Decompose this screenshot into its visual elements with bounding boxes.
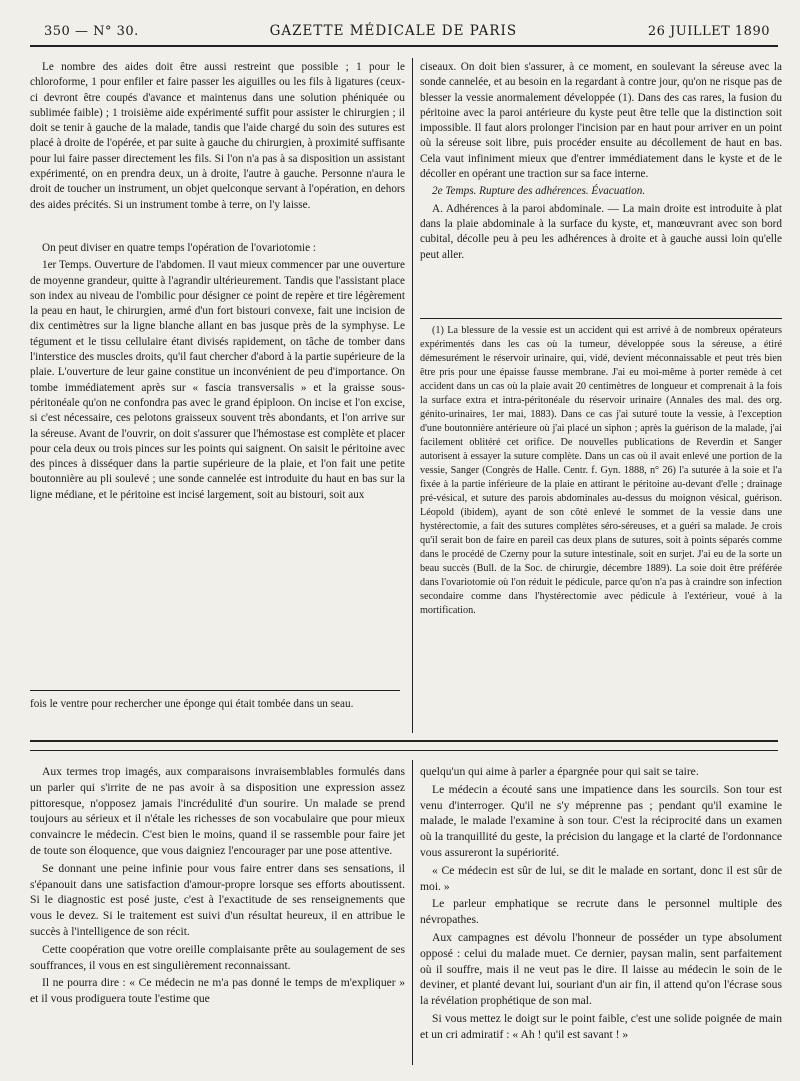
campagnes-paragraph: Aux campagnes est dévolu l'honneur de posséder un type absolument opposé : celui du malade muet. Ce dernier, paysan malin, sent parfaitement où il souffre, mais il ne veut pas le dire. Il laisse au médecin le soin de le deviner, et planté devant lui, souriant d'un air fin, il attend qu'on l'écrase sous la révélation prophétique de son mal.	[420, 930, 782, 1008]
section-rule-top	[30, 740, 778, 742]
footnote-rule	[420, 318, 782, 319]
header-date: 26 JUILLET 1890	[647, 23, 770, 39]
upper-left-column	[30, 60, 405, 700]
upper-column-divider	[412, 58, 413, 733]
sur-de-lui-paragraph: « Ce médecin est sûr de lui, se dit le malade en sortant, donc il est sûr de moi. »	[420, 863, 782, 893]
temps-intro-paragraph: On peut diviser en quatre temps l'opération de l'ovariotomie :	[42, 241, 317, 254]
page-header	[44, 20, 770, 42]
header-rule	[30, 45, 778, 47]
upper-right-column	[420, 60, 782, 265]
pourra-paragraph: Il ne pourra dire : « Ce médecin ne m'a pas donné le temps de m'expliquer » et il vous prodiguera toute l'estime que	[30, 976, 405, 1006]
cooperation-paragraph: Cette coopération que votre oreille complaisante prête au soulagement de ses souffrances, il vous en est singulièrement reconnaissant.	[30, 942, 405, 972]
lower-column-divider	[412, 760, 413, 1065]
aides-paragraph: Le nombre des aides doit être aussi restreint que possible ; 1 pour le chloroforme, 1 pour enfiler et faire passer les aiguilles ou les fils à ligatures (ceux-ci devront être coupés d'avance et maintenus dans une solution phéniquée ou sublimée faible) ; 1 troisième aide expérimenté suffit pour assister le chirurgien ; il doit se tenir à gauche de la malade, tandis que l'aide chargé du soin des sutures est placé à droite de l'opérée, et par suite à gauche du chirurgien, à proximité suffisante pour lui faire passer directement les fils. Si l'on n'a pas à sa disposition un assistant expérimenté, on en prendra deux, un à droite, l'autre à gauche. Personne n'aura le droit de toucher un instrument, un objet quelconque servant à l'opération, en dehors des aides précités. Si un instrument tombe à terre, on l'y laisse.	[30, 61, 405, 211]
parler-paragraph: quelqu'un qui aime à parler a épargnée pour qui sait se taire.	[420, 765, 699, 778]
upper-left-note-tail	[30, 697, 405, 714]
upper-left-note-rule	[30, 690, 400, 691]
peine-paragraph: Se donnant une peine infinie pour vous faire entrer dans ses sensations, il s'épanouit dans une satisfaction d'amour-propre lorsque ses efforts aboutissent. Si le diagnostic est posé juste, c'est à l'exactitude de ses renseignements que vous le devez. Si le traitement est suivi d'un résultat heureux, il en attribue le succès à l'intelligence de son récit.	[30, 861, 405, 938]
adherences-paragraph: A. Adhérences à la paroi abdominale. — La main droite est introduite à plat dans la plaie abdominale à la surface du kyste, et, manœuvrant avec son bord cubital, décolle peu à peu les adhérences à droite et à gauche aussi loin qu'elle peut aller.	[420, 202, 782, 261]
ecoute-paragraph: Le médecin a écouté sans une impatience dans les sourcils. Son tour est venu d'interroger. Qu'il ne s'y méprenne pas ; pendant qu'il examine le malade, le malade l'examine à son tour. C'est la réciprocité dans un examen où la tranquillité du geste, la précision du langage et la clarté de l'ordonnance vous assureront la supériorité.	[420, 782, 782, 859]
section-rule-bottom	[30, 750, 778, 751]
header-page-number: 350 — N° 30.	[44, 23, 139, 39]
termes-paragraph: Aux termes trop imagés, aux comparaisons invraisemblables formulés dans un parler qui s'irrite de ne pas avoir à sa disposition une expression assez pittoresque, n'opposez jamais l'incrédulité d'un sourire. Un malade se prend toujours au sérieux et il n'étale les richesses de son vocabulaire que pour mieux convaincre le médecin. C'est bien le moins, quand il se rassemble pour faire jet de toute son éloquence, que vous daigniez l'encourager par une pose attentive.	[30, 765, 405, 857]
lower-left-column	[30, 764, 405, 1009]
header-journal-title: GAZETTE MÉDICALE DE PARIS	[269, 23, 518, 39]
footnote	[420, 324, 782, 620]
point-faible-paragraph: Si vous mettez le doigt sur le point faible, c'est une solide poignée de main et un cri admiratif : « Ah ! qu'il est savant ! »	[420, 1011, 782, 1041]
note-tail-text: fois le ventre pour rechercher une éponge qui était tombée dans un seau.	[30, 698, 354, 710]
deuxieme-temps-heading: 2e Temps. Rupture des adhérences. Évacuation.	[432, 185, 646, 198]
lower-right-column	[420, 764, 782, 1045]
emphatique-paragraph: Le parleur emphatique se recrute dans le personnel multiple des névropathes.	[420, 897, 782, 927]
premier-temps-paragraph: 1er Temps. Ouverture de l'abdomen. Il vaut mieux commencer par une ouverture de moyenne grandeur, quitte à l'agrandir ultérieurement. Tandis que l'assistant place son index au niveau de l'ombilic pour désigner ce point de repère et tire légèrement la peau en haut, le chirurgien, armé d'un fort bistouri convexe, fait une incision de dix centimètres sur la ligne blanche allant en bas jusque près de la symphyse. Le tégument et le tissu cellulaire étant divisés rapidement, on tâche de tomber dans l'interstice des muscles droits, qu'il faut chercher d'abord à la partie supérieure de la plaie. L'ouverture de leur gaine constitue un inconvénient de peu d'importance. On tombe immédiatement après sur « fascia transversalis » et la graisse sous-péritonéale qu'on ne confondra pas avec le grand épiploon. On incise et l'on excise, si c'est nécessaire, ces pelotons graisseux souvent très abondants, et l'on arrive sur la séreuse. Avant de l'ouvrir, on doit s'assurer que l'hémostase est complète et placer pour cela deux ou trois pinces sur les points qui saignent. On saisit le péritoine avec des pinces à disséquer dans la partie supérieure de la plaie, et l'on fait une petite boutonnière au pli soulevé ; une sonde cannelée est introduite du haut en bas sur la ligne médiane, et le péritoine est incisé largement, soit au bistouri, soit aux	[30, 259, 405, 501]
footnote-text: (1) La blessure de la vessie est un accident qui est arrivé à de nombreux opérateurs expérimentés dans les cas où la tumeur, développée sous la séreuse, a étiré démesurément le réservoir urinaire, qui, vidé, devient méconnaissable et peut très bien être pris pour une épaisse fausse membrane. J'ai eu moi-même à porter remède à cet accident dans un cas où la plaie avait 20 centimètres de longueur et comprenait à la fois la surface extra et intra-péritonéale du réservoir urinaire (Annales des mal. des org. génito-urinaires, 1er mai, 1883). Dans ce cas j'ai suturé toute la vessie, à l'exception d'une boutonnière antérieure où j'ai placé un siphon ; après la guérison de la malade, j'ai facilement oblitéré cet orifice. De nouvelles publications de Reverdin et Sanger autorisent à essayer la suture complète. Dans un cas où il avait enlevé une portion de la vessie, Sanger (Congrès de Halle. Centr. f. Gyn. 1888, n° 26) l'a suturée à la soie et l'a fixée à la partie inférieure de la plaie en attirant le péritoine au-devant d'elle ; drainage pré-vésical, et suture des parois abdominales au-dessus du moignon vésical, guérison. Léopold (ibidem), ayant de son côté enlevé le sommet de la vessie dans une hystérectomie, a fait des sutures complètes séro-séreuses, et a guéri sa malade. Je crois qu'il serait bon de faire en pareil cas deux plans de sutures, soit à points séparés comme dans le procédé de Czerny pour la suture intestinale, soit en surjet. J'ai eu de la sorte un beau succès (Bull. de la Soc. de chirurgie, décembre 1889). La soie doit être préférée dans l'ovariotomie où l'on réduit le pédicule, parce qu'on n'a pas à craindre son infection secondaire comme dans l'hystérectomie avec pédicule à l'extérieur, voué à la mortification.	[420, 325, 782, 616]
ciseaux-paragraph: ciseaux. On doit bien s'assurer, à ce moment, en soulevant la séreuse avec la sonde cannelée, et au besoin en la regardant à contre jour, qu'on ne risque pas de blesser la vessie anormalement développée (1). Dans des cas rares, la fusion du péritoine avec la paroi antérieure du kyste peut être telle que la distinction soit impossible. Il faut alors prolonger l'incision par en haut pour arriver en un point où la séreuse soit libre, puis procéder ensuite au décollement de haut en bas. Cela vaut infiniment mieux que d'entrer immédiatement dans le kyste et de le décoller en opérant une traction sur sa face interne.	[420, 61, 782, 181]
